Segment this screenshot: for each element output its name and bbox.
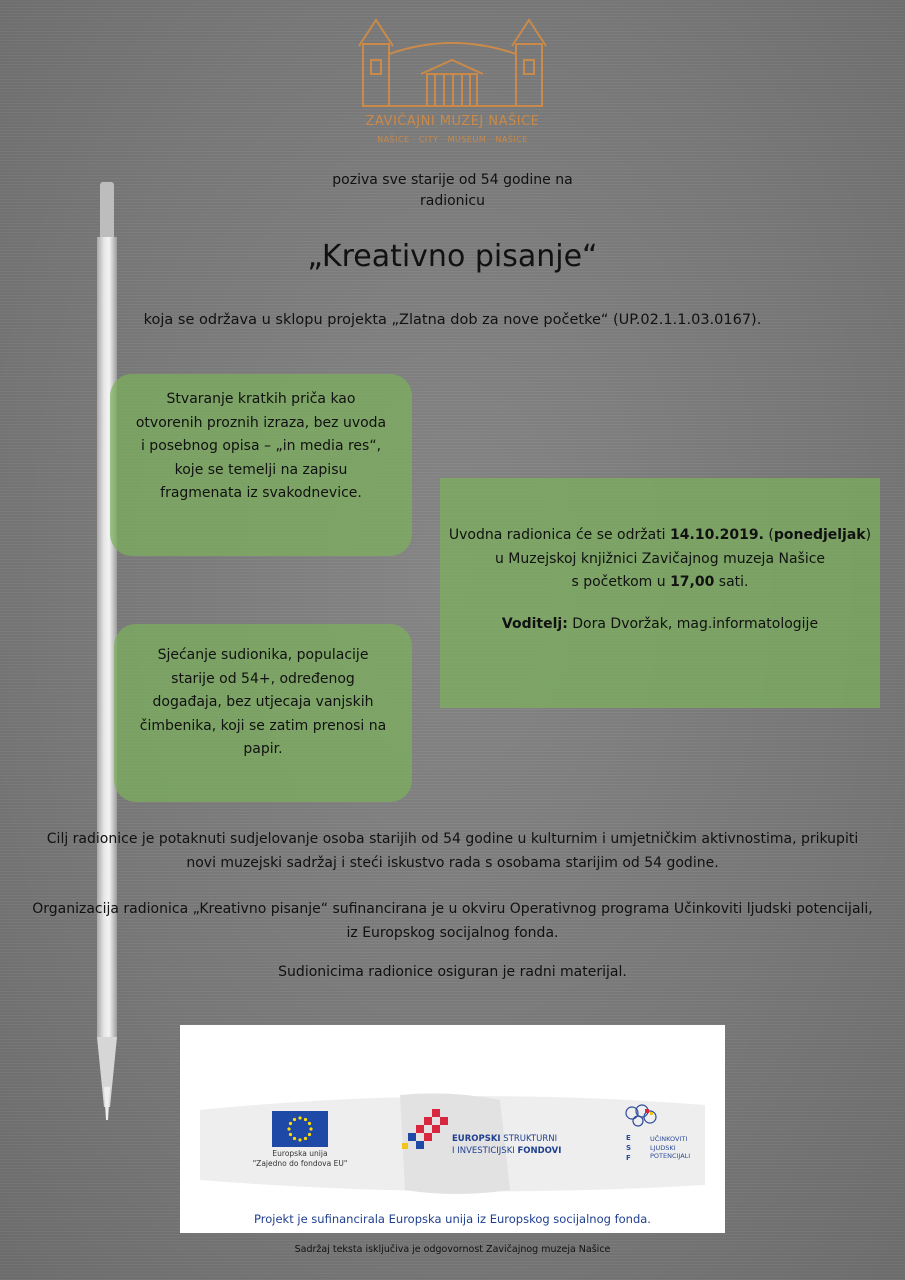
esf-program-name: UČINKOVITI LJUDSKI POTENCIJALI	[650, 1135, 691, 1160]
leader-label: Voditelj:	[501, 615, 568, 632]
esf-flower-icon	[620, 1103, 664, 1133]
info-line-location: u Muzejskoj knjižnici Zavičajnog muzeja Našice	[494, 550, 826, 567]
banner-caption: Projekt je sufinancirala Europska unija iz Europskog socijalnog fonda.	[254, 1212, 651, 1226]
eu-flag-icon	[272, 1111, 328, 1147]
info-line-date: Uvodna radionica će se održati 14.10.2019. (ponedjeljak)	[448, 527, 872, 543]
workshop-date: 14.10.2019.	[670, 527, 764, 543]
funding-paragraph: Organizacija radionica „Kreativno pisanje“ sufinancirana je u okviru Operativnog programa Učinkoviti ljudski potencijali, iz Europskog socijalnog fonda.	[32, 901, 873, 941]
goal-paragraph: Cilj radionice je potaknuti sudjelovanje osoba starijih od 54 godine u kulturnim i umjetničkim aktivnostima, prikupiti novi muzejski sadržaj i steći iskustvo rada s osobama starijim od 54 godine.	[46, 831, 859, 871]
description-box-memories: Sjećanje sudionika, populacije starije od 54+, određenog događaja, bez utjecaja vanjskih čimbenika, koji se zatim prenosi na papir.	[114, 624, 412, 802]
eu-funding-banner	[180, 1025, 725, 1233]
workshop-time: 17,00	[670, 574, 715, 590]
material-paragraph: Sudionicima radionice osiguran je radni materijal.	[278, 964, 627, 980]
workshop-info-box	[440, 478, 880, 708]
intro-line-1: poziva sve starije od 54 godine na	[332, 172, 573, 188]
info-line-leader	[440, 613, 880, 637]
eu-label: Europska unija "Zajedno do fondova EU"	[252, 1149, 348, 1168]
museum-name: ZAVIČAJNI MUZEJ NAŠICE	[365, 114, 540, 129]
workshop-title: „Kreativno pisanje“	[307, 239, 598, 274]
museum-building-icon	[355, 14, 550, 114]
leader-name: Dora Dvoržak, mag.informatologije	[567, 615, 819, 632]
disclaimer-footer: Sadržaj teksta isključiva je odgovornost Zavičajnog muzeja Našice	[294, 1244, 611, 1255]
museum-tagline: NAŠICE · CITY · MUSEUM · NAŠICE	[377, 135, 528, 144]
invitation-intro	[250, 170, 655, 212]
esi-checkered-icon	[402, 1109, 450, 1157]
description-box-short-stories: Stvaranje kratkih priča kao otvorenih proznih izraza, bez uvoda i posebnog opisa – „in media res“, koje se temelji na zapisu fragmenata iz svakodnevice.	[110, 374, 412, 556]
museum-logo	[355, 14, 550, 154]
esf-acronym: E S F	[626, 1134, 632, 1162]
project-subtitle: koja se održava u sklopu projekta „Zlatna dob za nove početke“ (UP.02.1.1.03.0167).	[143, 312, 762, 328]
esi-funds-text: EUROPSKI STRUKTURNI I INVESTICIJSKI FONDOVI	[452, 1134, 562, 1156]
workshop-day: ponedjeljak	[773, 527, 866, 543]
intro-line-2: radionicu	[419, 193, 485, 209]
info-line-time: s početkom u 17,00 sati.	[571, 574, 749, 590]
